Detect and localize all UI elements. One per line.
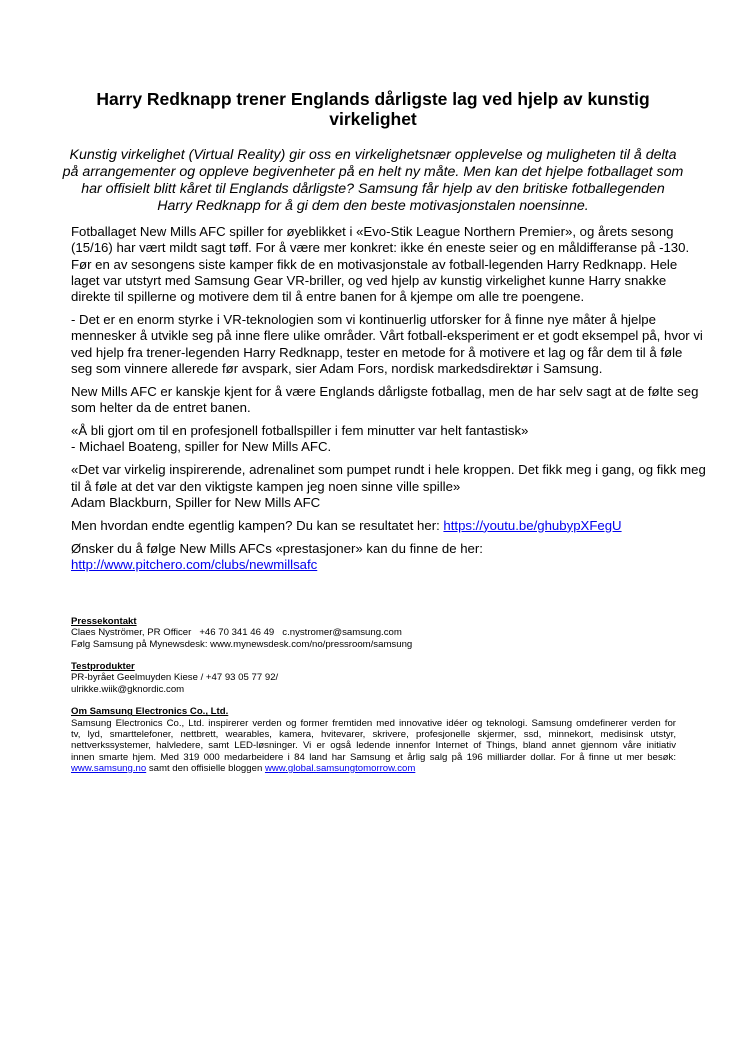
paragraph-quote-fors [71, 312, 703, 377]
contact-name: Claes Nyströmer, PR Officer [71, 627, 192, 639]
paragraph-quote-boateng [71, 423, 681, 456]
text-line: nettverkssystemer, halvledere, samt LED-løsninger. Vi er også ledende innenfor Internet of Things, bland annet gjennom våre initiativ [71, 740, 676, 752]
text-line: New Mills AFC er kanskje kjent for å være Englands dårligste fotballag, men de har selv sagt at de følte seg [71, 383, 699, 399]
paragraph-heroes [71, 383, 699, 417]
text-line: - Michael Boateng, spiller for New Mills AFC. [71, 439, 332, 455]
text-line [71, 518, 681, 534]
text-line: direkte til spillerne og motivere dem til å entre banen for å kjempe om alle tre poengene. [71, 289, 585, 305]
text-line: «Å bli gjort om til en profesjonell fotballspiller i fem minutter var helt fantastisk» [71, 423, 529, 439]
text-line: laget var utstyrt med Samsung Gear VR-briller, og ved hjelp av kunstig virkelighet kunne Harry snakke [71, 272, 667, 288]
paragraph-follow [71, 541, 681, 574]
press-contact-section [71, 616, 676, 650]
text-line: «Det var virkelig inspirerende, adrenalinet som pumpet rundt i hele kroppen. Det fikk meg i gang, og fikk meg [71, 462, 706, 478]
lead-line: har offisielt blitt kåret til Englands dårligste? Samsung får hjelp av den britiske fotballegenden [81, 181, 665, 197]
result-text: Men hvordan endte egentlig kampen? Du kan se resultatet her: [71, 517, 444, 533]
text-line: tv, lyd, smarttelefoner, nettbrett, wearables, kamera, hvitevarer, skrivere, profesjonelle skjermer, ssd, minnekort, medisinsk utstyr, [71, 728, 676, 740]
text-line: - Det er en enorm styrke i VR-teknologien som vi kontinuerlig utforsker for å finne nye måter å hjelpe [71, 312, 656, 328]
text-line: Samsung Electronics Co., Ltd. inspirerer verden og former fremtiden med innovative idéer og teknologi. Samsung omdefinerer verden for [71, 717, 676, 729]
lead-line: på arrangementer og oppleve begivenheter på en helt ny måte. Men kan det hjelpe fotballaget som [62, 164, 684, 180]
text-line: Før en av sesongens siste kamper fikk de en motivasjonstale av fotball-legenden Harry Redknapp. Hele [71, 256, 678, 272]
samsung-no-link[interactable]: www.samsung.no [71, 762, 147, 774]
contact-email: c.nystromer@samsung.com [282, 627, 402, 639]
text-line: (15/16) har vært mildt sagt tøff. For å være mer konkret: ikke én eneste seier og en måldifferanse på -130. [71, 240, 690, 256]
text-line [71, 557, 681, 573]
test-products-section [71, 661, 676, 695]
text-line [71, 763, 676, 774]
samsung-blog-link[interactable]: www.global.samsungtomorrow.com [264, 762, 416, 774]
press-contact-line [71, 627, 676, 638]
title-line: virkelighet [329, 108, 417, 129]
lead-line: Kunstig virkelighet (Virtual Reality) gir oss en virkelighetsnær opplevelse og muligheten til å delta [69, 147, 677, 163]
text-line: innen smarte hjem. Med 319 000 medarbeidere i 84 land har Samsung et årlig salg på 196 milliarder dollar. For å finne ut mer besøk: [71, 751, 676, 763]
lead-paragraph [60, 147, 686, 215]
press-contact-heading: Pressekontakt [71, 616, 137, 627]
blog-text: samt den offisielle bloggen [146, 762, 265, 774]
contact-phone: +46 70 341 46 49 [199, 627, 275, 639]
text-line: ulrikke.wiik@gknordic.com [71, 683, 185, 695]
text-line: til å føle at det var den viktigste kampen jeg noen sinne ville spille» [71, 478, 461, 494]
page-title [60, 90, 686, 129]
mynewsdesk-line: Følg Samsung på Mynewsdesk: www.mynewsdesk.com/no/pressroom/samsung [71, 638, 413, 650]
youtube-link[interactable]: https://youtu.be/ghubypXFegU [443, 517, 622, 533]
paragraph-result [71, 518, 681, 534]
text-line: seg som vinnere allerede før avspark, sier Adam Fors, nordisk markedsdirektør i Samsung. [71, 360, 603, 376]
text-line: Fotballaget New Mills AFC spiller for øyeblikket i «Evo-Stik League Northern Premier», og årets sesong [71, 224, 674, 239]
article-body [71, 224, 706, 580]
about-samsung-heading: Om Samsung Electronics Co., Ltd. [71, 706, 229, 718]
footer [71, 616, 676, 785]
lead-line: Harry Redknapp for å gi dem den beste motivasjonstalen noensinne. [157, 198, 589, 214]
pitchero-link[interactable]: http://www.pitchero.com/clubs/newmillsafc [71, 556, 318, 572]
about-samsung-section [71, 706, 676, 774]
text-line: ved hjelp fra trener-legenden Harry Redknapp, tester en metode for å motivere et lag og får dem til å føle [71, 344, 683, 360]
text-line: mennesker å utvikle seg på inne flere ulike områder. Vårt fotball-eksperiment er et godt eksempel på, hvor vi [71, 328, 703, 344]
text-line: Ønsker du å følge New Mills AFCs «prestasjoner» kan du finne de her: [71, 540, 483, 556]
paragraph-quote-blackburn [71, 462, 706, 511]
paragraph-intro [71, 224, 690, 305]
text-line: PR-byrået Geelmuyden Kiese / +47 93 05 77 92/ [71, 672, 279, 684]
title-line: Harry Redknapp trener Englands dårligste lag ved hjelp av kunstig [96, 89, 650, 109]
text-line: som helter da de entret banen. [71, 400, 251, 416]
text-line: Adam Blackburn, Spiller for New Mills AFC [71, 494, 321, 510]
test-products-heading: Testprodukter [71, 661, 135, 673]
